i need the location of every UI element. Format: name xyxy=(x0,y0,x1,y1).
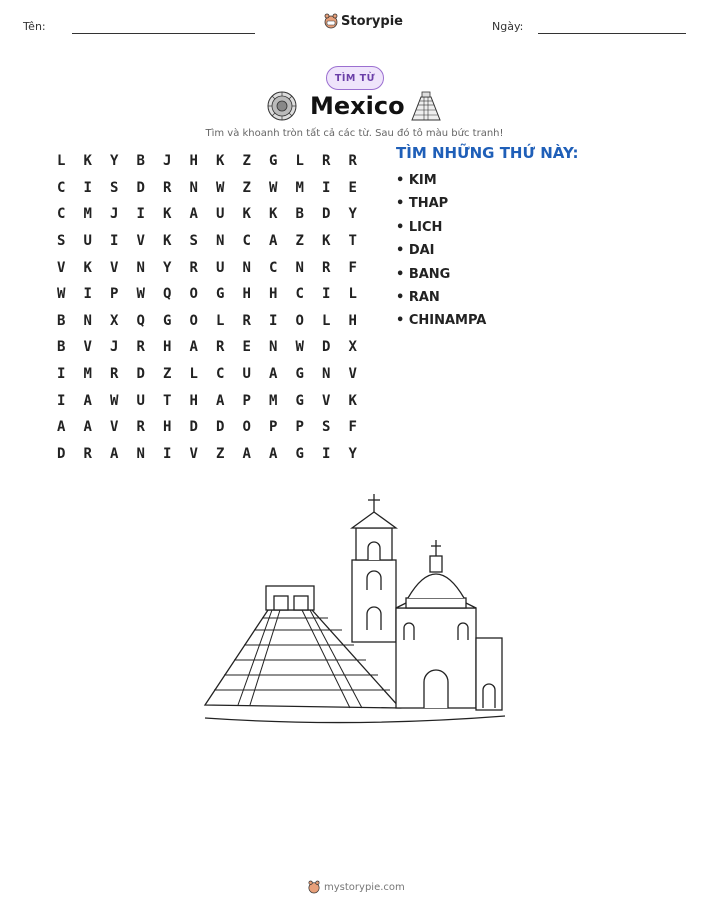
grid-letter[interactable]: M xyxy=(269,392,278,409)
grid-letter[interactable]: S xyxy=(189,233,198,250)
grid-letter[interactable]: C xyxy=(295,286,304,303)
grid-letter[interactable]: C xyxy=(57,179,66,196)
grid-letter[interactable]: U xyxy=(216,206,225,223)
word-search-badge: TÌM TỪ xyxy=(326,66,384,90)
grid-letter[interactable]: R xyxy=(83,445,92,462)
letter-grid[interactable] xyxy=(48,148,366,467)
grid-letter[interactable]: A xyxy=(269,445,278,462)
grid-letter[interactable]: L xyxy=(57,153,66,170)
grid-letter[interactable]: V xyxy=(110,419,119,436)
grid-letter[interactable]: G xyxy=(295,392,304,409)
grid-letter[interactable]: N xyxy=(136,445,145,462)
grid-letter[interactable]: N xyxy=(83,312,92,329)
coloring-illustration[interactable] xyxy=(200,490,510,730)
grid-letter[interactable]: D xyxy=(57,445,66,462)
grid-letter[interactable]: Z xyxy=(216,445,225,462)
grid-letter[interactable]: F xyxy=(348,419,357,436)
grid-letter[interactable]: W xyxy=(57,286,66,303)
grid-letter[interactable]: K xyxy=(163,206,172,223)
grid-letter[interactable]: Z xyxy=(295,233,304,250)
grid-letter[interactable]: T xyxy=(348,233,357,250)
grid-letter[interactable]: U xyxy=(242,366,251,383)
grid-letter[interactable]: R xyxy=(322,153,331,170)
grid-letter[interactable]: R xyxy=(136,339,145,356)
grid-letter[interactable]: U xyxy=(136,392,145,409)
grid-letter[interactable]: D xyxy=(136,179,145,196)
grid-letter[interactable]: C xyxy=(269,259,278,276)
grid-letter[interactable]: O xyxy=(295,312,304,329)
grid-letter[interactable]: N xyxy=(242,259,251,276)
pyramid-icon xyxy=(410,91,442,121)
footer-url: mystorypie.com xyxy=(324,881,405,893)
grid-letter[interactable]: J xyxy=(163,153,172,170)
brand-name: Storypie xyxy=(341,13,403,29)
grid-letter[interactable]: I xyxy=(322,286,331,303)
grid-letter[interactable]: S xyxy=(322,419,331,436)
grid-letter[interactable]: H xyxy=(163,339,172,356)
word-item: • CHINAMPA xyxy=(396,313,487,329)
grid-letter[interactable]: U xyxy=(83,233,92,250)
footer xyxy=(308,880,405,894)
grid-letter[interactable]: A xyxy=(242,445,251,462)
grid-letter[interactable]: A xyxy=(189,206,198,223)
grid-letter[interactable]: A xyxy=(269,233,278,250)
name-line[interactable] xyxy=(72,33,255,34)
grid-letter[interactable]: Z xyxy=(242,179,251,196)
grid-letter[interactable]: L xyxy=(348,286,357,303)
grid-letter[interactable]: L xyxy=(216,312,225,329)
grid-letter[interactable]: S xyxy=(110,179,119,196)
word-item: • BANG xyxy=(396,266,451,282)
grid-letter[interactable]: B xyxy=(57,312,66,329)
brand xyxy=(324,13,403,29)
grid-letter[interactable]: D xyxy=(322,206,331,223)
grid-letter[interactable]: L xyxy=(295,153,304,170)
grid-letter[interactable]: T xyxy=(163,392,172,409)
storypie-logo-icon xyxy=(308,880,320,894)
grid-letter[interactable]: F xyxy=(348,259,357,276)
grid-letter[interactable]: Q xyxy=(163,286,172,303)
grid-letter[interactable]: B xyxy=(57,339,66,356)
grid-letter[interactable]: D xyxy=(189,419,198,436)
grid-letter[interactable]: C xyxy=(216,366,225,383)
word-item: • THAP xyxy=(396,196,449,212)
grid-letter[interactable]: H xyxy=(348,312,357,329)
grid-letter[interactable]: H xyxy=(242,286,251,303)
grid-letter[interactable]: V xyxy=(110,259,119,276)
grid-letter[interactable]: R xyxy=(189,259,198,276)
grid-letter[interactable]: I xyxy=(136,206,145,223)
grid-letter[interactable]: I xyxy=(163,445,172,462)
grid-letter[interactable]: N xyxy=(136,259,145,276)
grid-letter[interactable]: M xyxy=(83,206,92,223)
grid-letter[interactable]: U xyxy=(216,259,225,276)
grid-letter[interactable]: X xyxy=(110,312,119,329)
grid-letter[interactable]: V xyxy=(348,366,357,383)
grid-letter[interactable]: I xyxy=(322,445,331,462)
grid-letter[interactable]: W xyxy=(136,286,145,303)
grid-letter[interactable]: D xyxy=(322,339,331,356)
grid-letter[interactable]: E xyxy=(348,179,357,196)
grid-letter[interactable]: R xyxy=(348,153,357,170)
grid-letter[interactable]: W xyxy=(295,339,304,356)
grid-letter[interactable]: D xyxy=(136,366,145,383)
grid-letter[interactable]: H xyxy=(189,392,198,409)
grid-letter[interactable]: A xyxy=(83,392,92,409)
grid-letter[interactable]: H xyxy=(189,153,198,170)
grid-letter[interactable]: N xyxy=(189,179,198,196)
grid-letter[interactable]: O xyxy=(189,286,198,303)
grid-letter[interactable]: K xyxy=(242,206,251,223)
grid-letter[interactable]: K xyxy=(348,392,357,409)
grid-letter[interactable]: R xyxy=(216,339,225,356)
grid-letter[interactable]: S xyxy=(57,233,66,250)
date-label: Ngày: xyxy=(492,20,524,33)
grid-letter[interactable]: W xyxy=(216,179,225,196)
grid-letter[interactable]: L xyxy=(189,366,198,383)
grid-letter[interactable]: I xyxy=(57,366,66,383)
grid-letter[interactable]: I xyxy=(322,179,331,196)
word-list-heading: TÌM NHỮNG THỨ NÀY: xyxy=(396,144,579,162)
grid-letter[interactable]: V xyxy=(57,259,66,276)
word-list xyxy=(396,170,486,334)
grid-letter[interactable]: L xyxy=(322,312,331,329)
grid-letter[interactable]: Y xyxy=(110,153,119,170)
grid-letter[interactable]: R xyxy=(136,419,145,436)
grid-letter[interactable]: A xyxy=(216,392,225,409)
grid-letter[interactable]: A xyxy=(83,419,92,436)
name-label: Tên: xyxy=(23,20,46,33)
grid-letter[interactable]: O xyxy=(242,419,251,436)
grid-letter[interactable]: A xyxy=(189,339,198,356)
grid-letter[interactable]: N xyxy=(216,233,225,250)
grid-letter[interactable]: C xyxy=(242,233,251,250)
grid-letter[interactable]: H xyxy=(269,286,278,303)
grid-letter[interactable]: Q xyxy=(136,312,145,329)
grid-letter[interactable]: P xyxy=(295,419,304,436)
grid-letter[interactable]: C xyxy=(57,206,66,223)
grid-letter[interactable]: D xyxy=(216,419,225,436)
instructions: Tìm và khoanh tròn tất cả các từ. Sau đó tô màu bức tranh! xyxy=(205,128,504,139)
storypie-logo-icon xyxy=(324,13,338,29)
grid-letter[interactable]: V xyxy=(189,445,198,462)
grid-letter[interactable]: Y xyxy=(348,206,357,223)
grid-letter[interactable]: E xyxy=(242,339,251,356)
grid-letter[interactable]: Y xyxy=(348,445,357,462)
grid-letter[interactable]: P xyxy=(110,286,119,303)
grid-letter[interactable]: K xyxy=(269,206,278,223)
grid-letter[interactable]: G xyxy=(216,286,225,303)
word-item: • DAI xyxy=(396,243,435,259)
grid-letter[interactable]: O xyxy=(189,312,198,329)
grid-letter[interactable]: N xyxy=(322,366,331,383)
grid-letter[interactable]: P xyxy=(242,392,251,409)
grid-letter[interactable]: A xyxy=(57,419,66,436)
grid-letter[interactable]: V xyxy=(136,233,145,250)
grid-letter[interactable]: R xyxy=(163,179,172,196)
grid-letter[interactable]: N xyxy=(269,339,278,356)
grid-letter[interactable]: Y xyxy=(163,259,172,276)
grid-letter[interactable]: J xyxy=(110,339,119,356)
word-item: • RAN xyxy=(396,289,440,305)
grid-letter[interactable]: I xyxy=(83,179,92,196)
grid-letter[interactable]: W xyxy=(269,179,278,196)
grid-letter[interactable]: R xyxy=(110,366,119,383)
grid-letter[interactable]: K xyxy=(163,233,172,250)
page-title: Mexico xyxy=(310,92,405,120)
grid-letter[interactable]: I xyxy=(57,392,66,409)
grid-letter[interactable]: I xyxy=(269,312,278,329)
aztec-calendar-icon xyxy=(267,91,297,121)
grid-letter[interactable]: W xyxy=(110,392,119,409)
grid-letter[interactable]: N xyxy=(295,259,304,276)
grid-letter[interactable]: R xyxy=(322,259,331,276)
grid-letter[interactable]: A xyxy=(110,445,119,462)
grid-letter[interactable]: K xyxy=(322,233,331,250)
word-item: • LICH xyxy=(396,219,443,235)
date-line[interactable] xyxy=(538,33,686,34)
grid-letter[interactable]: X xyxy=(348,339,357,356)
grid-letter[interactable]: P xyxy=(269,419,278,436)
grid-letter[interactable]: G xyxy=(295,366,304,383)
grid-letter[interactable]: B xyxy=(295,206,304,223)
grid-letter[interactable]: R xyxy=(242,312,251,329)
grid-letter[interactable]: I xyxy=(83,286,92,303)
grid-letter[interactable]: G xyxy=(295,445,304,462)
grid-letter[interactable]: H xyxy=(163,419,172,436)
grid-letter[interactable]: J xyxy=(110,206,119,223)
grid-letter[interactable]: K xyxy=(216,153,225,170)
grid-letter[interactable]: V xyxy=(322,392,331,409)
grid-letter[interactable]: B xyxy=(136,153,145,170)
grid-letter[interactable]: G xyxy=(269,153,278,170)
grid-letter[interactable]: A xyxy=(269,366,278,383)
grid-letter[interactable]: K xyxy=(83,259,92,276)
grid-letter[interactable]: G xyxy=(163,312,172,329)
word-item: • KIM xyxy=(396,173,437,188)
grid-letter[interactable]: V xyxy=(83,339,92,356)
grid-letter[interactable]: I xyxy=(110,233,119,250)
grid-letter[interactable]: Z xyxy=(163,366,172,383)
grid-letter[interactable]: M xyxy=(295,179,304,196)
grid-letter[interactable]: K xyxy=(83,153,92,170)
grid-letter[interactable]: Z xyxy=(242,153,251,170)
grid-letter[interactable]: M xyxy=(83,366,92,383)
